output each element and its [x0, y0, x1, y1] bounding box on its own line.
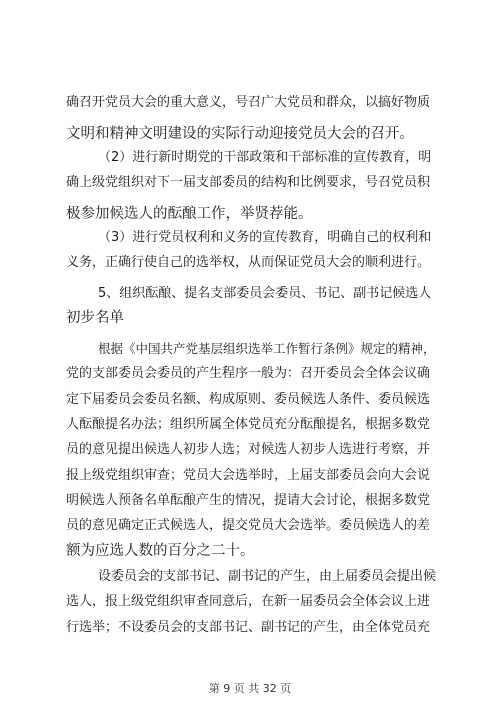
text-line: 行选举；不设委员会的支部书记、副书记的产生，由全体党员充	[66, 620, 431, 635]
text-line: 确召开党员大会的重大意义，号召广大党员和群众，以搞好物质	[66, 95, 431, 110]
text-line: 设委员会的支部书记、副书记的产生，由上届委员会提出候	[98, 569, 437, 584]
text-line: 党的支部委员会委员的产生程序一般为：召开委员会全体会议确	[66, 366, 431, 381]
text-line: 额为应选人数的百分之二十。	[66, 543, 255, 559]
text-line: 文明和精神文明建设的实际行动迎接党员大会的召开。	[66, 126, 414, 142]
text-line: 极参加候选人的酝酿工作，举贤荐能。	[66, 206, 313, 222]
section-heading: 5、组织酝酿、提名支部委员会委员、书记、副书记候选人	[98, 286, 432, 301]
text-line: 报上级党组织审查；党员大会选举时，上届支部委员会向大会说	[66, 468, 431, 483]
text-line: 定下届委员会委员名额、构成原则、委员候选人条件、委员候选	[66, 392, 431, 407]
text-line: 员的意见确定正式候选人，提交党员大会选举。委员候选人的差	[66, 518, 431, 533]
text-line: （2）进行新时期党的干部政策和干部标准的宣传教育，明	[98, 150, 432, 165]
page-number-footer: 第 9 页 共 32 页	[208, 682, 292, 695]
text-line: （3）进行党员权利和义务的宣传教育，明确自己的权利和	[98, 230, 432, 245]
text-line: 根据《中国共产党基层组织选举工作暂行条例》规定的精神，	[98, 341, 436, 356]
text-line: 人酝酿提名办法；组织所属全体党员充分酝酿提名，根据多数党	[66, 417, 431, 432]
text-line: 明候选人预备名单酝酿产生的情况，提请大会讨论，根据多数党	[66, 493, 431, 508]
text-line: 选人，报上级党组织审查同意后，在新一届委员会全体会议上进	[66, 594, 431, 609]
section-heading: 初步名单	[66, 310, 124, 326]
text-line: 义务，正确行使自己的选举权，从而保证党员大会的顺利进行。	[66, 255, 431, 270]
text-line: 确上级党组织对下一届支部委员的结构和比例要求，号召党员积	[66, 175, 431, 190]
text-line: 员的意见提出候选人初步人选；对候选人初步人选进行考察，并	[66, 442, 431, 457]
